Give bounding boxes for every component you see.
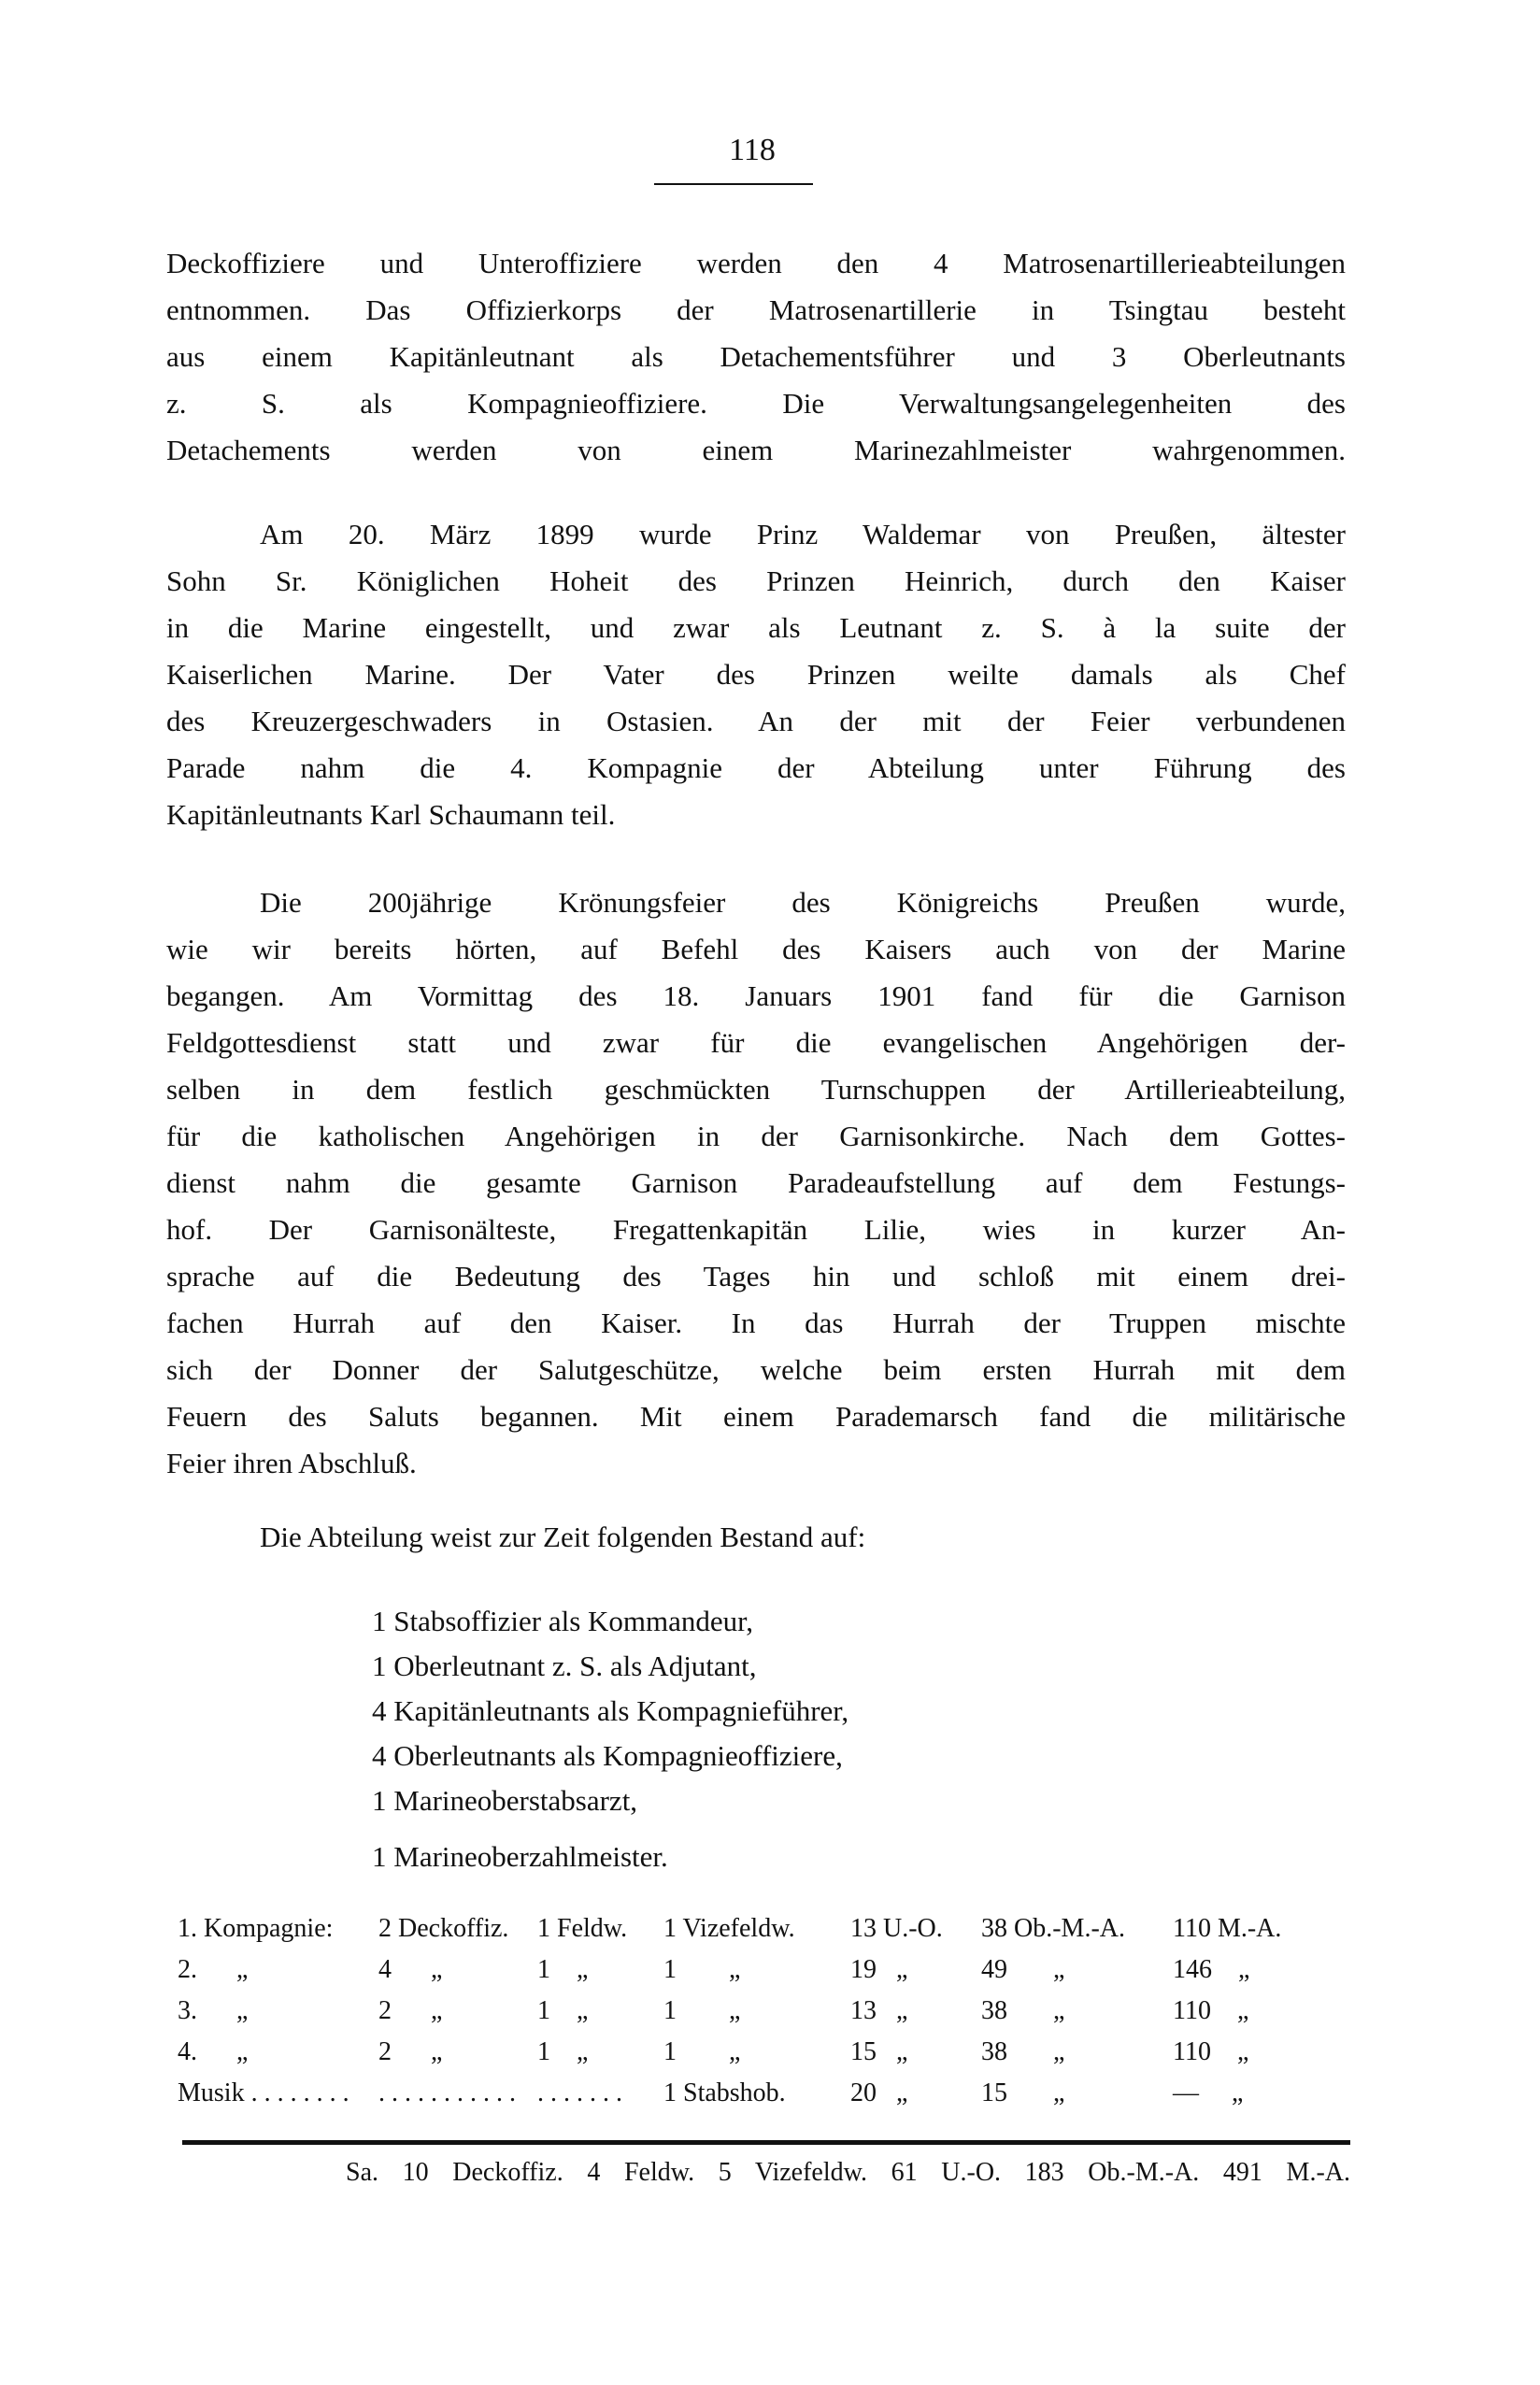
table-cell: 110 „: [1173, 1996, 1249, 2025]
table-cell: — „: [1173, 2078, 1244, 2107]
text-line: z. S. als Kompagnieoffiziere. Die Verwaltungsangelegenheiten des: [166, 387, 1346, 420]
text-line: wie wir bereits hörten, auf Befehl des Kaisers auch von der Marine: [166, 933, 1346, 965]
table-cell: 1 „: [537, 2037, 589, 2066]
text-line: Kaiserlichen Marine. Der Vater des Prinzen weilte damals als Chef: [166, 658, 1346, 691]
text-line: für die katholischen Angehörigen in der Garnisonkirche. Nach dem Gottes-: [166, 1120, 1346, 1152]
paragraph-2: [166, 511, 1346, 838]
list-item: 1 Marineoberstabsarzt,: [372, 1784, 638, 1817]
table-cell: 3. „: [178, 1996, 249, 2025]
table-total-row: Sa. 10 Deckoffiz. 4 Feldw. 5 Vizefeldw. 61 U.-O. 183 Ob.-M.-A. 491 M.-A.: [346, 2158, 1350, 2187]
table-row: [178, 1991, 1346, 2032]
table-cell: 146 „: [1173, 1955, 1250, 1984]
table-cell: 2 „: [378, 1996, 443, 2025]
text-line: Am 20. März 1899 wurde Prinz Waldemar von Preußen, ältester: [260, 518, 1346, 550]
text-line: Die Abteilung weist zur Zeit folgenden Bestand auf:: [260, 1521, 866, 1553]
table-cell: 13 „: [850, 1996, 908, 2025]
list-item: 1 Oberleutnant z. S. als Adjutant,: [372, 1650, 757, 1682]
table-cell: 38 Ob.-M.-A.: [981, 1914, 1125, 1943]
staff-list: [372, 1599, 848, 1879]
page-number-rule: [654, 183, 813, 185]
text-line: Die 200jährige Krönungsfeier des Königreichs Preußen wurde,: [260, 886, 1346, 919]
table-cell: 110 M.-A.: [1173, 1914, 1282, 1943]
text-line: selben in dem festlich geschmückten Turnschuppen der Artillerieabteilung,: [166, 1073, 1346, 1106]
paragraph-1: [166, 240, 1346, 474]
text-line: hof. Der Garnisonälteste, Fregattenkapitän Lilie, wies in kurzer An-: [166, 1213, 1346, 1246]
text-line: Deckoffiziere und Unteroffiziere werden den 4 Matrosenartillerieabteilungen: [166, 247, 1346, 279]
text-line: Feldgottesdienst statt und zwar für die evangelischen Angehörigen der-: [166, 1026, 1346, 1059]
list-item: 1 Marineoberzahlmeister.: [372, 1840, 668, 1873]
table-cell: 2 Deckoffiz.: [378, 1914, 509, 1943]
intro-paragraph: [166, 1514, 1346, 1561]
text-line: Sohn Sr. Königlichen Hoheit des Prinzen Heinrich, durch den Kaiser: [166, 564, 1346, 597]
text-line: Feier ihren Abschluß.: [166, 1447, 417, 1479]
text-line: Parade nahm die 4. Kompagnie der Abteilung unter Führung des: [166, 751, 1346, 784]
table-cell: 15 „: [981, 2078, 1065, 2107]
table-cell: 20 „: [850, 2078, 908, 2107]
text-line: sprache auf die Bedeutung des Tages hin und schloß mit einem drei-: [166, 1260, 1346, 1292]
table-cell: 2. „: [178, 1955, 249, 1984]
table-cell: 19 „: [850, 1955, 908, 1984]
text-line: dienst nahm die gesamte Garnison Paradeaufstellung auf dem Festungs-: [166, 1166, 1346, 1199]
table-cell: 2 „: [378, 2037, 443, 2066]
table-cell: 1 „: [663, 1996, 741, 2025]
table-cell: . . . . . . .: [537, 2078, 622, 2107]
table-cell: . . . . . . . . . . .: [378, 2078, 516, 2107]
text-line: in die Marine eingestellt, und zwar als Leutnant z. S. à la suite der: [166, 611, 1346, 644]
text-line: des Kreuzergeschwaders in Ostasien. An der mit der Feier verbundenen: [166, 705, 1346, 737]
text-line: Detachements werden von einem Marinezahlmeister wahrgenommen.: [166, 434, 1346, 466]
table-row: [178, 1949, 1346, 1991]
table-row: [178, 2032, 1346, 2073]
text-line: aus einem Kapitänleutnant als Detachementsführer und 3 Oberleutnants: [166, 340, 1346, 373]
table-cell: 4 „: [378, 1955, 443, 1984]
table-row: [178, 1908, 1346, 1949]
text-line: fachen Hurrah auf den Kaiser. In das Hurrah der Truppen mischte: [166, 1307, 1346, 1339]
table-cell: 15 „: [850, 2037, 908, 2066]
table-cell: 1 „: [537, 1996, 589, 2025]
table-cell: 110 „: [1173, 2037, 1249, 2066]
text-line: Kapitänleutnants Karl Schaumann teil.: [166, 798, 616, 831]
table-cell: 1 Feldw.: [537, 1914, 628, 1943]
table-cell: 1 „: [663, 2037, 741, 2066]
table-cell: 1 Vizefeldw.: [663, 1914, 795, 1943]
table-total-rule: [182, 2140, 1350, 2145]
text-line: begangen. Am Vormittag des 18. Januars 1901 fand für die Garnison: [166, 979, 1346, 1012]
paragraph-3: [166, 879, 1346, 1487]
list-item: 4 Oberleutnants als Kompagnieoffiziere,: [372, 1739, 843, 1772]
strength-table: [178, 1908, 1346, 2114]
list-item: 1 Stabsoffizier als Kommandeur,: [372, 1605, 753, 1637]
table-cell: 1 „: [663, 1955, 741, 1984]
table-cell: 4. „: [178, 2037, 249, 2066]
list-item: 4 Kapitänleutnants als Kompagnieführer,: [372, 1694, 849, 1727]
page-number: 118: [729, 133, 776, 167]
table-cell: 49 „: [981, 1955, 1065, 1984]
table-cell: 38 „: [981, 2037, 1065, 2066]
table-cell: 1. Kompagnie:: [178, 1914, 334, 1943]
table-cell: 13 U.-O.: [850, 1914, 943, 1943]
table-cell: 38 „: [981, 1996, 1065, 2025]
text-line: sich der Donner der Salutgeschütze, welche beim ersten Hurrah mit dem: [166, 1353, 1346, 1386]
table-cell: Musik . . . . . . . .: [178, 2078, 349, 2107]
text-line: Feuern des Saluts begannen. Mit einem Parademarsch fand die militärische: [166, 1400, 1346, 1433]
table-cell: 1 Stabshob.: [663, 2078, 786, 2107]
table-cell: 1 „: [537, 1955, 589, 1984]
table-row: [178, 2073, 1346, 2114]
text-line: entnommen. Das Offizierkorps der Matrosenartillerie in Tsingtau besteht: [166, 293, 1346, 326]
